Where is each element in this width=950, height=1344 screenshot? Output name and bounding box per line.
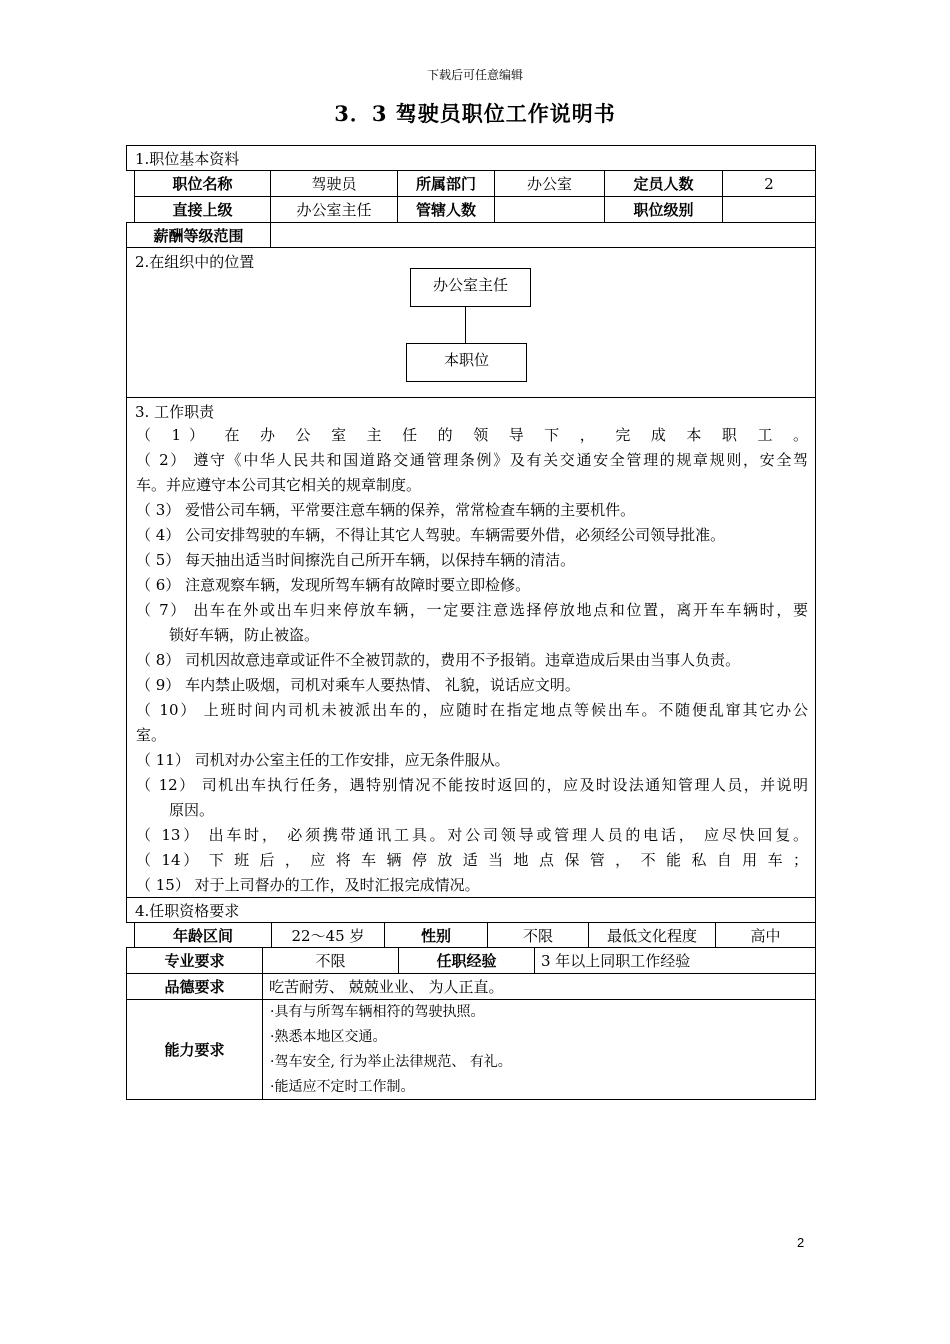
- education-label: 最低文化程度: [588, 922, 716, 948]
- position-name-value: 驾驶员: [270, 170, 398, 197]
- morality-value: 吃苦耐劳、 兢兢业业、 为人正直。: [262, 973, 816, 1000]
- header-note: 下载后可任意编辑: [426, 68, 523, 82]
- org-box-self: 本职位: [406, 343, 527, 382]
- duty-item: （ 12） 司机出车执行任务，遇特别情况不能按时返回的，应及时设法通知管理人员，并说明: [136, 776, 808, 794]
- duty-item-cont: 锁好车辆，防止被盗。: [169, 626, 320, 644]
- duty-item: （ 10） 上班时间内司机未被派出车的，应随时在指定地点等候出车。不随便乱窜其它办公: [136, 701, 808, 719]
- ability-line: ·熟悉本地区交通。: [270, 1029, 387, 1045]
- supervisor-label: 直接上级: [134, 196, 271, 223]
- position-level-label: 职位级别: [604, 196, 723, 223]
- position-level-value: [722, 196, 816, 223]
- duty-item: （ 7） 出车在外或出车归来停放车辆，一定要注意选择停放地点和位置，离开车车辆时，要: [136, 601, 808, 619]
- section1-header: [126, 145, 816, 171]
- age-range-value: 22～45 岁: [271, 922, 385, 948]
- supervisor-value: 办公室主任: [270, 196, 398, 223]
- duty-item-cont: 原因。: [169, 801, 215, 819]
- org-box-supervisor: 办公室主任: [410, 268, 531, 307]
- subordinates-value: [494, 196, 605, 223]
- gender-value: 不限: [487, 922, 589, 948]
- page-number: 2: [797, 1235, 805, 1250]
- gender-label: 性别: [384, 922, 488, 948]
- duty-item: （ 9） 车内禁止吸烟，司机对乘车人要热情、 礼貌，说话应文明。: [136, 676, 580, 694]
- document-title: 3．3 驾驶员职位工作说明书: [334, 101, 616, 126]
- org-connector-line: [465, 306, 466, 344]
- qualification-header: [126, 897, 816, 923]
- duty-item: （ 13） 出车时， 必须携带通讯工具。对公司领导或管理人员的电话， 应尽快回复。: [136, 826, 808, 844]
- duty-item: （ 3） 爱惜公司车辆，平常要注意车辆的保养，常常检查车辆的主要机件。: [136, 501, 636, 519]
- major-label: 专业要求: [126, 947, 263, 974]
- headcount-value: 2: [722, 170, 816, 197]
- headcount-label: 定员人数: [604, 170, 723, 197]
- section3-heading: 3. 工作职责: [135, 403, 215, 421]
- duty-item: （ 15） 对于上司督办的工作，及时汇报完成情况。: [136, 876, 480, 894]
- duty-item: （ 8） 司机因故意违章或证件不全被罚款的，费用不予报销。违章造成后果由当事人负责。: [136, 651, 741, 669]
- ability-line: ·具有与所驾车辆相符的驾驶执照。: [270, 1004, 485, 1020]
- major-value: 不限: [262, 947, 399, 974]
- salary-range-value: [270, 222, 816, 248]
- duty-item: （ 5） 每天抽出适当时间擦洗自己所开车辆，以保持车辆的清洁。: [136, 551, 576, 569]
- subordinates-label: 管辖人数: [397, 196, 495, 223]
- position-name-label: 职位名称: [134, 170, 271, 197]
- duty-item: （ 14） 下 班 后 ， 应 将 车 辆 停 放 适 当 地 点 保 管 ， 不 能 私 自 用 车 ；: [136, 851, 808, 869]
- duty-item: （ 4） 公司安排驾驶的车辆，不得让其它人驾驶。车辆需要外借，必须经公司领导批准。: [136, 526, 726, 544]
- duty-item-cont: 室。: [136, 726, 167, 744]
- salary-range-label: 薪酬等级范围: [126, 222, 271, 248]
- section4-heading: 4.任职资格要求: [135, 902, 240, 920]
- department-value: 办公室: [494, 170, 605, 197]
- morality-label: 品德要求: [126, 973, 263, 1000]
- section1-heading: 1.职位基本资料: [135, 150, 240, 168]
- education-value: 高中: [715, 922, 816, 948]
- experience-value: 3 年以上同职工作经验: [534, 947, 816, 974]
- duty-item: （ 2） 遵守《中华人民共和国道路交通管理条例》及有关交通安全管理的规章规则，安全驾: [136, 451, 808, 469]
- ability-value: [262, 999, 816, 1100]
- section2-heading: 2.在组织中的位置: [135, 253, 255, 271]
- duties-list: [136, 423, 808, 898]
- duty-item: （ 1） 在 办 公 室 主 任 的 领 导 下 ， 完 成 本 职 工 。: [136, 426, 808, 444]
- experience-label: 任职经验: [398, 947, 535, 974]
- ability-label: 能力要求: [126, 999, 263, 1100]
- ability-line: ·能适应不定时工作制。: [270, 1079, 415, 1095]
- duty-item: （ 6） 注意观察车辆，发现所驾车辆有故障时要立即检修。: [136, 576, 531, 594]
- department-label: 所属部门: [397, 170, 495, 197]
- age-range-label: 年龄区间: [134, 922, 272, 948]
- duty-item: （ 11） 司机对办公室主任的工作安排，应无条件服从。: [136, 751, 510, 769]
- duty-item-cont: 车。并应遵守本公司其它相关的规章制度。: [136, 476, 422, 494]
- ability-line: ·驾车安全, 行为举止法律规范、 有礼。: [270, 1054, 512, 1070]
